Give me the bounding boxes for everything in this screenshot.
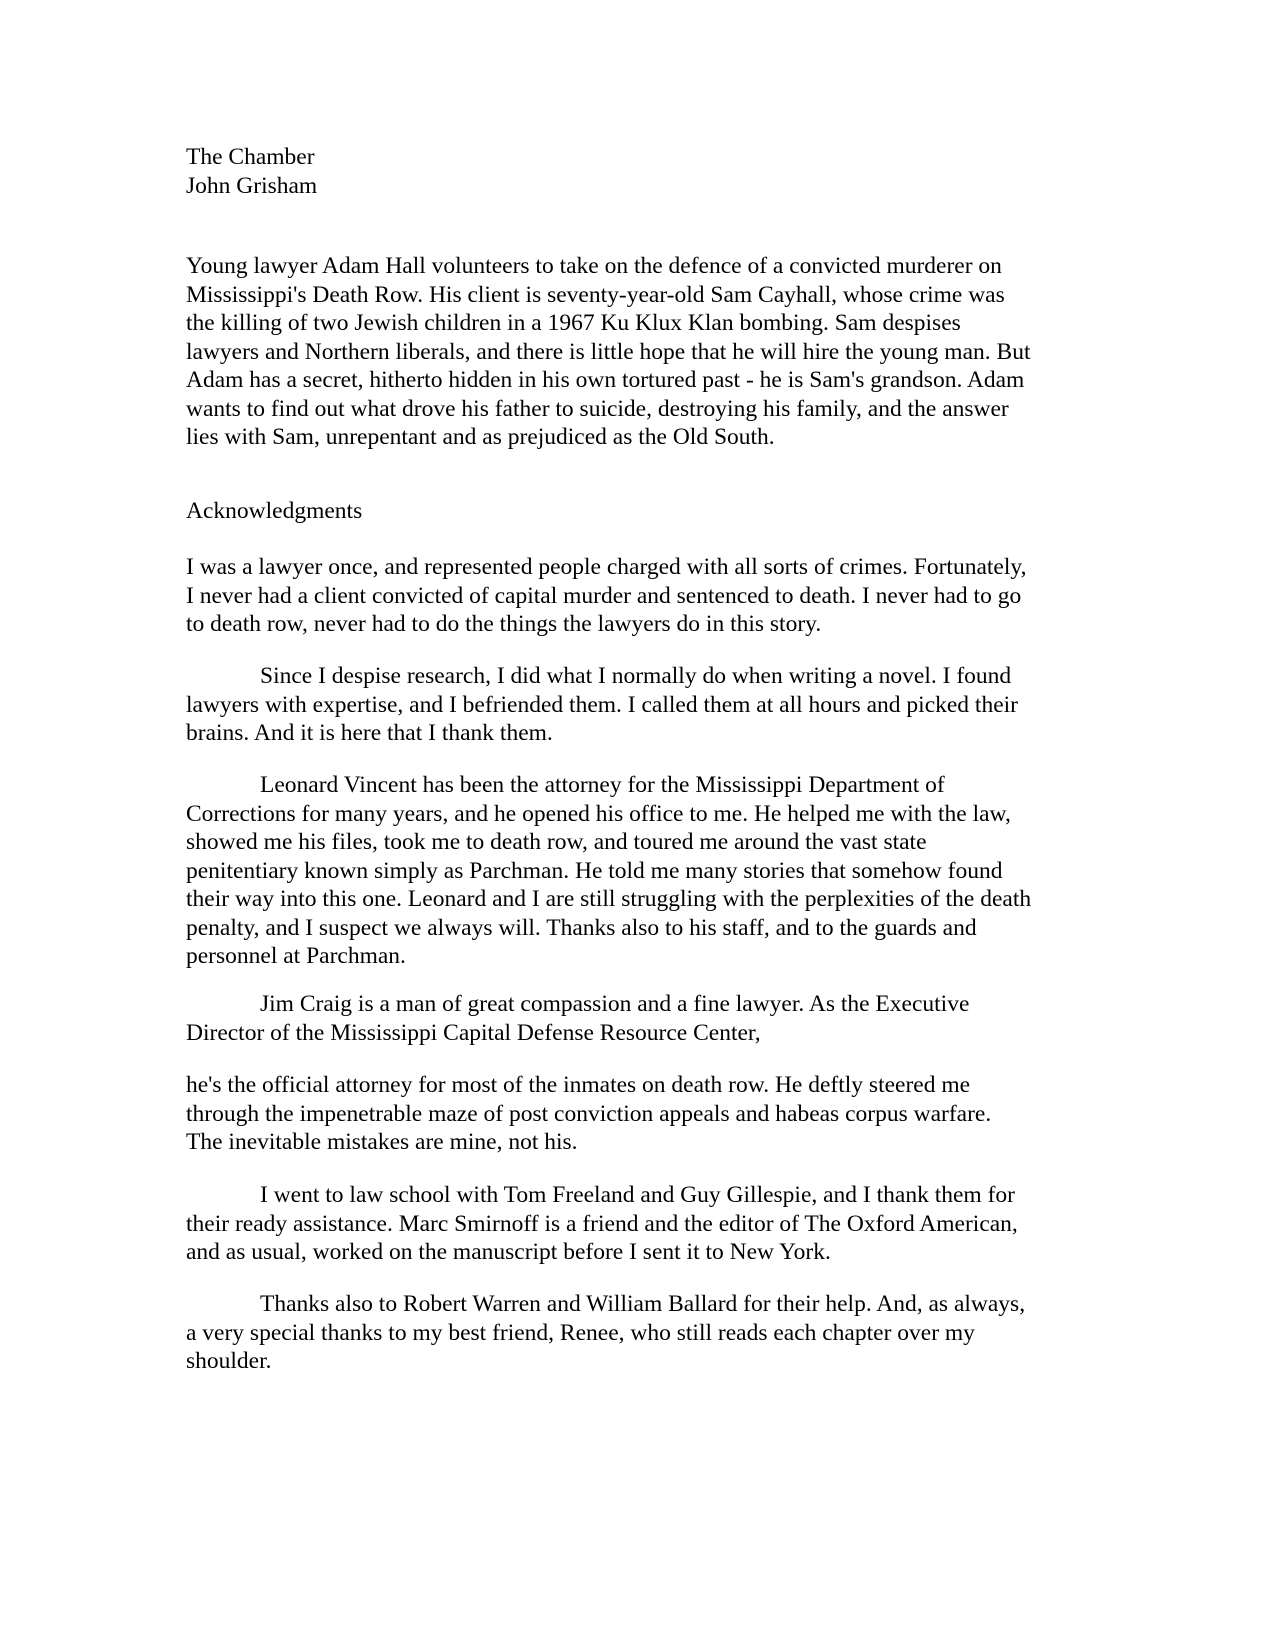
paragraph-leonard-vincent bbox=[186, 771, 1086, 971]
paragraph-line: The inevitable mistakes are mine, not his. bbox=[186, 1129, 578, 1155]
paragraph-law-school bbox=[186, 1181, 1086, 1267]
paragraph-line: he's the official attorney for most of the inmates on death row. He deftly steered me bbox=[186, 1072, 971, 1098]
paragraph-line: their ready assistance. Marc Smirnoff is a friend and the editor of The Oxford American, bbox=[186, 1210, 1018, 1237]
paragraph-line: I never had a client convicted of capital murder and sentenced to death. I never had to go bbox=[186, 582, 1022, 609]
book-author: John Grisham bbox=[186, 172, 318, 199]
acknowledgments-heading: Acknowledgments bbox=[186, 498, 363, 524]
paragraph-line: to death row, never had to do the things the lawyers do in this story. bbox=[186, 611, 822, 637]
book-title: The Chamber bbox=[186, 144, 315, 170]
paragraph-line: shoulder. bbox=[186, 1348, 272, 1374]
paragraph-line: lawyers with expertise, and I befriended them. I called them at all hours and picked their bbox=[186, 691, 1018, 718]
paragraph-line: Since I despise research, I did what I normally do when writing a novel. I found bbox=[260, 663, 1012, 689]
synopsis-line: lawyers and Northern liberals, and there is little hope that he will hire the young man. But bbox=[186, 338, 1031, 365]
paragraph-research bbox=[186, 662, 1086, 748]
synopsis-paragraph bbox=[186, 252, 1086, 452]
paragraph-line: Director of the Mississippi Capital Defense Resource Center, bbox=[186, 1019, 761, 1046]
synopsis-line: Young lawyer Adam Hall volunteers to take on the defence of a convicted murderer on bbox=[186, 253, 1002, 279]
paragraph-line: Corrections for many years, and he opened his office to me. He helped me with the law, bbox=[186, 800, 1011, 827]
synopsis-line: Adam has a secret, hitherto hidden in his own tortured past - he is Sam's grandson. Adam bbox=[186, 367, 1025, 393]
paragraph-thanks bbox=[186, 1290, 1086, 1376]
synopsis-line: wants to find out what drove his father to suicide, destroying his family, and the answer bbox=[186, 395, 1009, 422]
paragraph-line: penalty, and I suspect we always will. Thanks also to his staff, and to the guards and bbox=[186, 914, 977, 941]
paragraph-line: Thanks also to Robert Warren and William Ballard for their help. And, as always, bbox=[260, 1291, 1026, 1317]
paragraph-line: through the impenetrable maze of post conviction appeals and habeas corpus warfare. bbox=[186, 1100, 992, 1127]
paragraph-jim-craig bbox=[186, 990, 1086, 1047]
paragraph-official-attorney bbox=[186, 1071, 1086, 1157]
paragraph-line: showed me his files, took me to death row, and toured me around the vast state bbox=[186, 829, 927, 855]
synopsis-line: the killing of two Jewish children in a 1967 Ku Klux Klan bombing. Sam despises bbox=[186, 310, 961, 336]
paragraph-line: a very special thanks to my best friend, Renee, who still reads each chapter over my bbox=[186, 1319, 975, 1346]
paragraph-lawyer-once bbox=[186, 553, 1086, 639]
paragraph-line: Jim Craig is a man of great compassion and a fine lawyer. As the Executive bbox=[260, 991, 970, 1017]
paragraph-line: personnel at Parchman. bbox=[186, 943, 406, 969]
paragraph-line: Leonard Vincent has been the attorney for the Mississippi Department of bbox=[260, 772, 945, 798]
title-block bbox=[186, 143, 1086, 200]
paragraph-line: penitentiary known simply as Parchman. He told me many stories that somehow found bbox=[186, 857, 1003, 884]
paragraph-line: and as usual, worked on the manuscript before I sent it to New York. bbox=[186, 1239, 831, 1265]
paragraph-line: brains. And it is here that I thank them. bbox=[186, 720, 553, 746]
paragraph-line: their way into this one. Leonard and I are still struggling with the perplexities of the death bbox=[186, 886, 1032, 912]
paragraph-line: I was a lawyer once, and represented people charged with all sorts of crimes. Fortunately, bbox=[186, 554, 1027, 580]
paragraph-line: I went to law school with Tom Freeland and Guy Gillespie, and I thank them for bbox=[260, 1182, 1015, 1208]
synopsis-line: Mississippi's Death Row. His client is seventy-year-old Sam Cayhall, whose crime was bbox=[186, 281, 1005, 308]
synopsis-line: lies with Sam, unrepentant and as prejudiced as the Old South. bbox=[186, 424, 775, 450]
